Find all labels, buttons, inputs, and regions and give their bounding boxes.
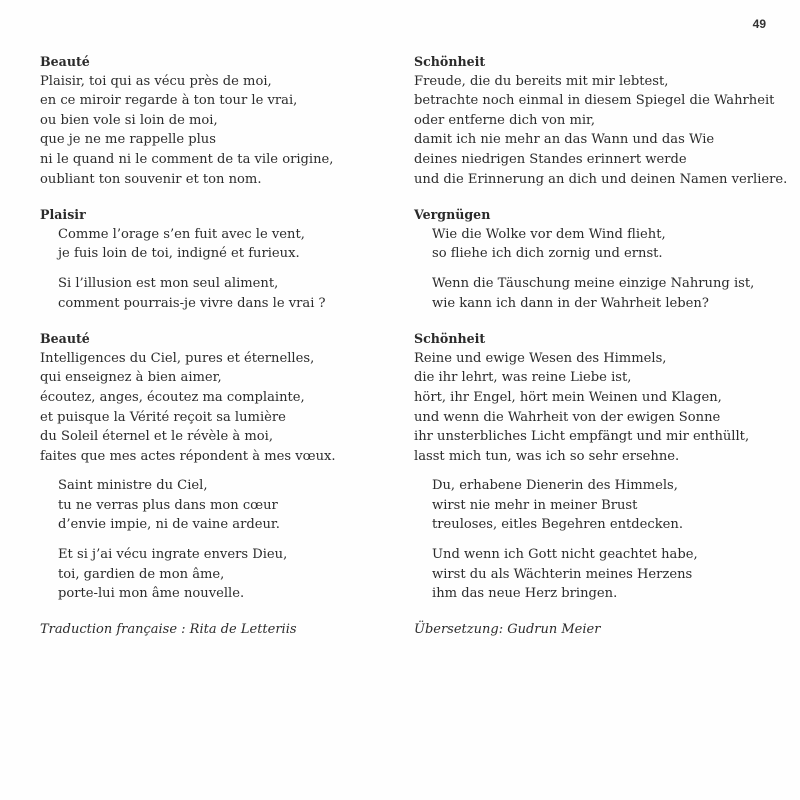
speaker-heading: Vergnügen (414, 207, 491, 223)
verse-line: Wie die Wolke vor dem Wind flieht, (432, 226, 666, 242)
verse-line: lasst mich tun, was ich so sehr ersehne. (414, 448, 680, 464)
verse-line: Si l’illusion est mon seul aliment, (58, 275, 279, 291)
verse-line: ihm das neue Herz bringen. (432, 586, 618, 602)
verse-line: damit ich nie mehr an das Wann und das Wie (414, 132, 715, 148)
verse-line: Du, erhabene Dienerin des Himmels, (432, 478, 678, 494)
verse-line: comment pourrais-je vivre dans le vrai ? (58, 295, 326, 311)
translator-credit: Traduction française : Rita de Letteriis (40, 621, 297, 637)
german-text-column (414, 52, 788, 639)
verse-line: d’envie impie, ni de vaine ardeur. (58, 517, 280, 533)
verse-line: Saint ministre du Ciel, (58, 478, 208, 494)
verse-line: so fliehe ich dich zornig und ernst. (432, 246, 663, 262)
verse-line: Freude, die du bereits mit mir lebtest, (414, 73, 669, 89)
stanza (414, 274, 764, 313)
verse-line: en ce miroir regarde à ton tour le vrai, (40, 93, 298, 109)
stanza (40, 274, 390, 313)
verse-line: Comme l’orage s’en fuit avec le vent, (58, 226, 305, 242)
verse-line: wirst nie mehr in meiner Brust (432, 497, 638, 513)
verse-line: écoutez, anges, écoutez ma complainte, (40, 389, 305, 405)
translator-credit: Übersetzung: Gudrun Meier (414, 621, 601, 637)
verse-line: die ihr lehrt, was reine Liebe ist, (414, 370, 632, 386)
page-number: 49 (752, 17, 766, 31)
speaker-heading: Plaisir (40, 207, 86, 223)
speaker-section (414, 329, 764, 604)
verse-line: je fuis loin de toi, indigné et furieux. (58, 246, 300, 262)
verse-line: ni le quand ni le comment de ta vile origine, (40, 151, 334, 167)
stanza (414, 545, 764, 604)
verse-line: oubliant ton souvenir et ton nom. (40, 171, 262, 187)
french-text-column (40, 52, 390, 639)
stanza (40, 349, 390, 467)
stanza (40, 72, 390, 190)
verse-line: und die Erinnerung an dich und deinen Namen verliere. (414, 171, 788, 187)
speaker-heading: Beauté (40, 54, 90, 69)
speaker-heading: Beauté (40, 331, 90, 347)
stanza (414, 349, 764, 467)
verse-line: und wenn die Wahrheit von der ewigen Sonne (414, 409, 721, 425)
verse-line: que je ne me rappelle plus (40, 132, 216, 148)
speaker-section (40, 205, 390, 313)
verse-line: Und wenn ich Gott nicht geachtet habe, (432, 547, 698, 563)
speaker-section (414, 205, 764, 313)
verse-line: wirst du als Wächterin meines Herzens (432, 566, 693, 582)
verse-line: qui enseignez à bien aimer, (40, 370, 222, 386)
verse-line: wie kann ich dann in der Wahrheit leben? (432, 295, 709, 311)
verse-line: betrachte noch einmal in diesem Spiegel die Wahrheit (414, 93, 775, 109)
stanza (40, 545, 390, 604)
speaker-section (40, 52, 390, 189)
verse-line: deines niedrigen Standes erinnert werde (414, 151, 687, 167)
verse-line: Intelligences du Ciel, pures et éternelles, (40, 350, 315, 366)
verse-line: faites que mes actes répondent à mes vœux. (40, 448, 336, 464)
verse-line: ihr unsterbliches Licht empfängt und mir enthüllt, (414, 429, 750, 445)
verse-line: tu ne verras plus dans mon cœur (58, 497, 278, 513)
verse-line: Plaisir, toi qui as vécu près de moi, (40, 73, 272, 89)
stanza (414, 225, 764, 264)
stanza (414, 476, 764, 535)
stanza (414, 72, 788, 190)
verse-line: Et si j’ai vécu ingrate envers Dieu, (58, 547, 288, 563)
verse-line: toi, gardien de mon âme, (58, 566, 225, 582)
stanza (40, 225, 390, 264)
verse-line: ou bien vole si loin de moi, (40, 112, 218, 128)
verse-line: du Soleil éternel et le révèle à moi, (40, 429, 273, 445)
verse-line: oder entferne dich von mir, (414, 112, 596, 128)
verse-line: porte-lui mon âme nouvelle. (58, 586, 245, 602)
speaker-section (40, 329, 390, 604)
verse-line: Wenn die Täuschung meine einzige Nahrung ist, (432, 275, 755, 291)
verse-line: treuloses, eitles Begehren entdecken. (432, 517, 684, 533)
verse-line: Reine und ewige Wesen des Himmels, (414, 350, 667, 366)
speaker-heading: Schönheit (414, 331, 486, 347)
speaker-heading: Schönheit (414, 54, 486, 69)
stanza (40, 476, 390, 535)
speaker-section (414, 52, 788, 189)
verse-line: et puisque la Vérité reçoit sa lumière (40, 409, 286, 425)
verse-line: hört, ihr Engel, hört mein Weinen und Klagen, (414, 389, 722, 405)
